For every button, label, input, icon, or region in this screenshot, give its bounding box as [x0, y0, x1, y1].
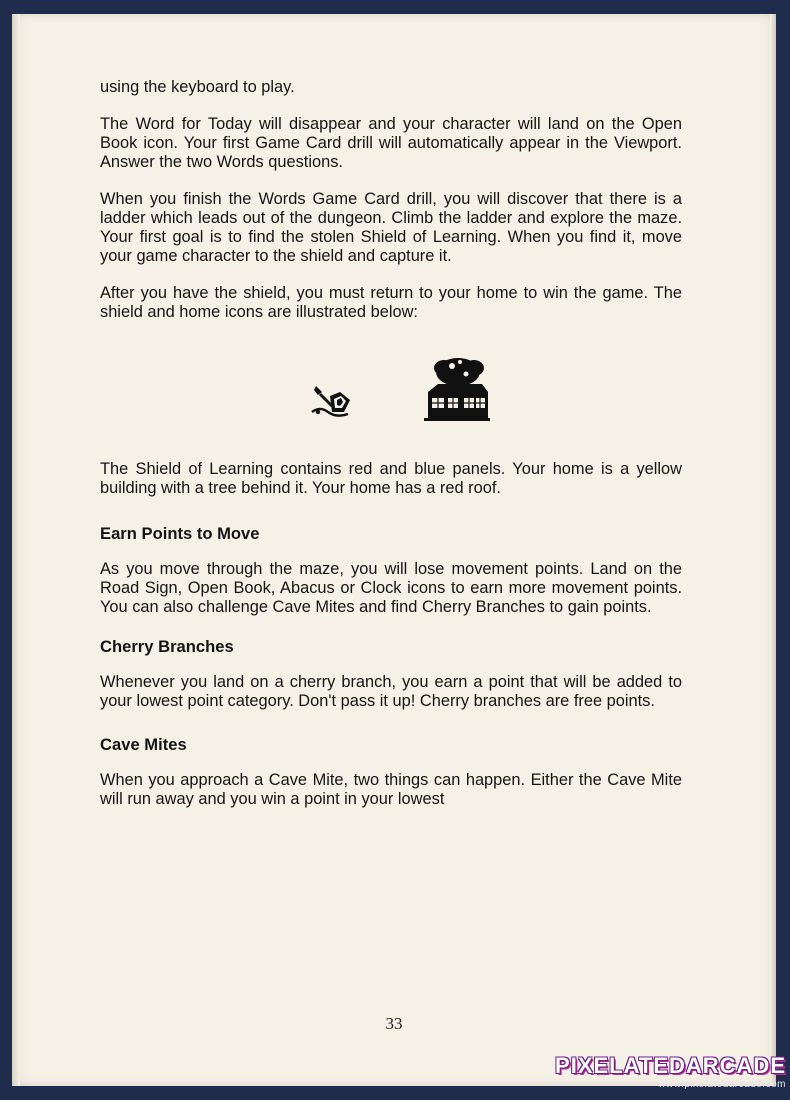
home-icon: [422, 354, 492, 422]
icon-illustration: [100, 340, 682, 460]
paragraph-return-home: After you have the shield, you must return to your home to win the game. The shield and home icons are illustrated below:: [100, 284, 682, 321]
watermark-url: www.pixelatedarcade.com: [658, 1079, 786, 1090]
paragraph-word-for-today: The Word for Today will disappear and your character will land on the Open Book icon. Your first Game Card drill will automatically appear in the Viewport. Answer the two Words questions.: [100, 115, 682, 171]
page-number: 33: [385, 1014, 403, 1033]
manual-page: [12, 14, 776, 1086]
paragraph-earn-points: As you move through the maze, you will lose movement points. Land on the Road Sign, Open Book, Abacus or Clock icons to earn more movement points. You can also challenge Cave Mites and find Cherry Branches to gain points.: [100, 560, 682, 616]
page-left-edge: [12, 14, 20, 1086]
paragraph-cherry-branches: Whenever you land on a cherry branch, you earn a point that will be added to your lowest point category. Don't pass it up! Cherry branches are free points.: [100, 673, 682, 710]
heading-cave-mites: Cave Mites: [100, 735, 187, 754]
paragraph-shield-description: The Shield of Learning contains red and blue panels. Your home is a yellow building with a tree behind it. Your home has a red roof.: [100, 460, 682, 497]
watermark: [555, 1053, 786, 1090]
paragraph-cave-mites: When you approach a Cave Mite, two things can happen. Either the Cave Mite will run away and you win a point in your lowest: [100, 771, 682, 808]
page-right-edge: [770, 14, 776, 1086]
page-content: [100, 78, 682, 827]
heading-cherry-branches: Cherry Branches: [100, 637, 234, 656]
watermark-title: PIXELATEDARCADE: [555, 1053, 786, 1078]
shield-icon: [310, 382, 354, 418]
paragraph-dungeon: When you finish the Words Game Card drill, you will discover that there is a ladder which leads out of the dungeon. Climb the ladder and explore the maze. Your first goal is to find the stolen Shield of Learning. When you find it, move your game character to the shield and capture it.: [100, 190, 682, 265]
paragraph-keyboard: using the keyboard to play.: [100, 78, 295, 96]
heading-earn-points: Earn Points to Move: [100, 524, 260, 543]
